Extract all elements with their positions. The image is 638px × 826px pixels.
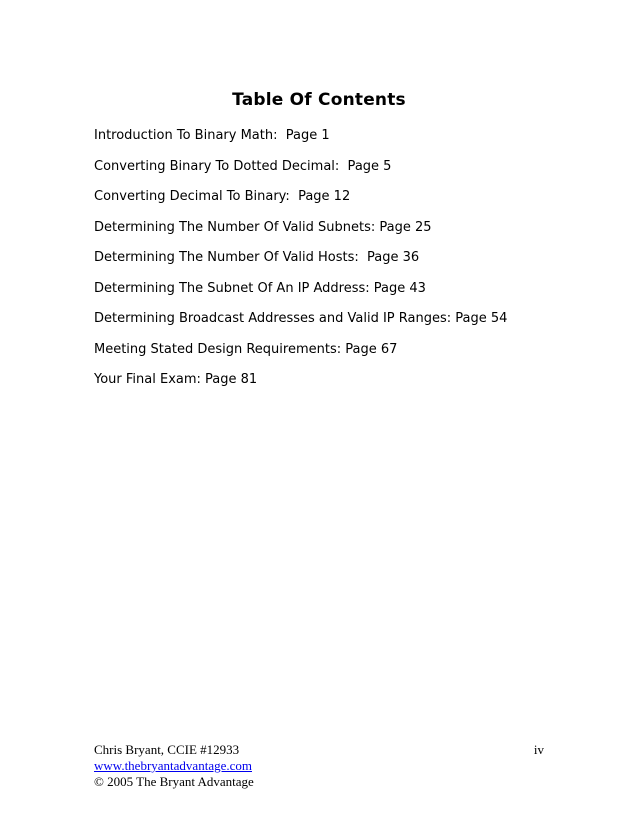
footer-author: Chris Bryant, CCIE #12933 (94, 742, 240, 757)
toc-entry: Converting Binary To Dotted Decimal: Page 5 (94, 158, 392, 174)
toc-entry: Meeting Stated Design Requirements: Page 67 (94, 341, 398, 357)
toc-entry: Determining The Number Of Valid Hosts: Page 36 (94, 250, 420, 265)
footer-copyright: © 2005 The Bryant Advantage (94, 774, 254, 789)
toc-entry: Converting Decimal To Binary: Page 12 (94, 189, 351, 204)
toc-entry: Your Final Exam: Page 81 (94, 372, 258, 387)
toc-entry: Determining The Number Of Valid Subnets: Page 25 (94, 219, 432, 235)
toc-entry: Introduction To Binary Math: Page 1 (94, 128, 330, 143)
toc-entry: Determining The Subnet Of An IP Address: Page 43 (94, 280, 426, 296)
footer-website-link[interactable]: www.thebryantadvantage.com (94, 758, 252, 773)
toc-list (94, 128, 507, 403)
page-title: Table Of Contents (232, 90, 406, 110)
page-footer (94, 742, 254, 790)
page-number: iv (533, 742, 544, 757)
toc-entry: Determining Broadcast Addresses and Valid IP Ranges: Page 54 (94, 311, 508, 326)
